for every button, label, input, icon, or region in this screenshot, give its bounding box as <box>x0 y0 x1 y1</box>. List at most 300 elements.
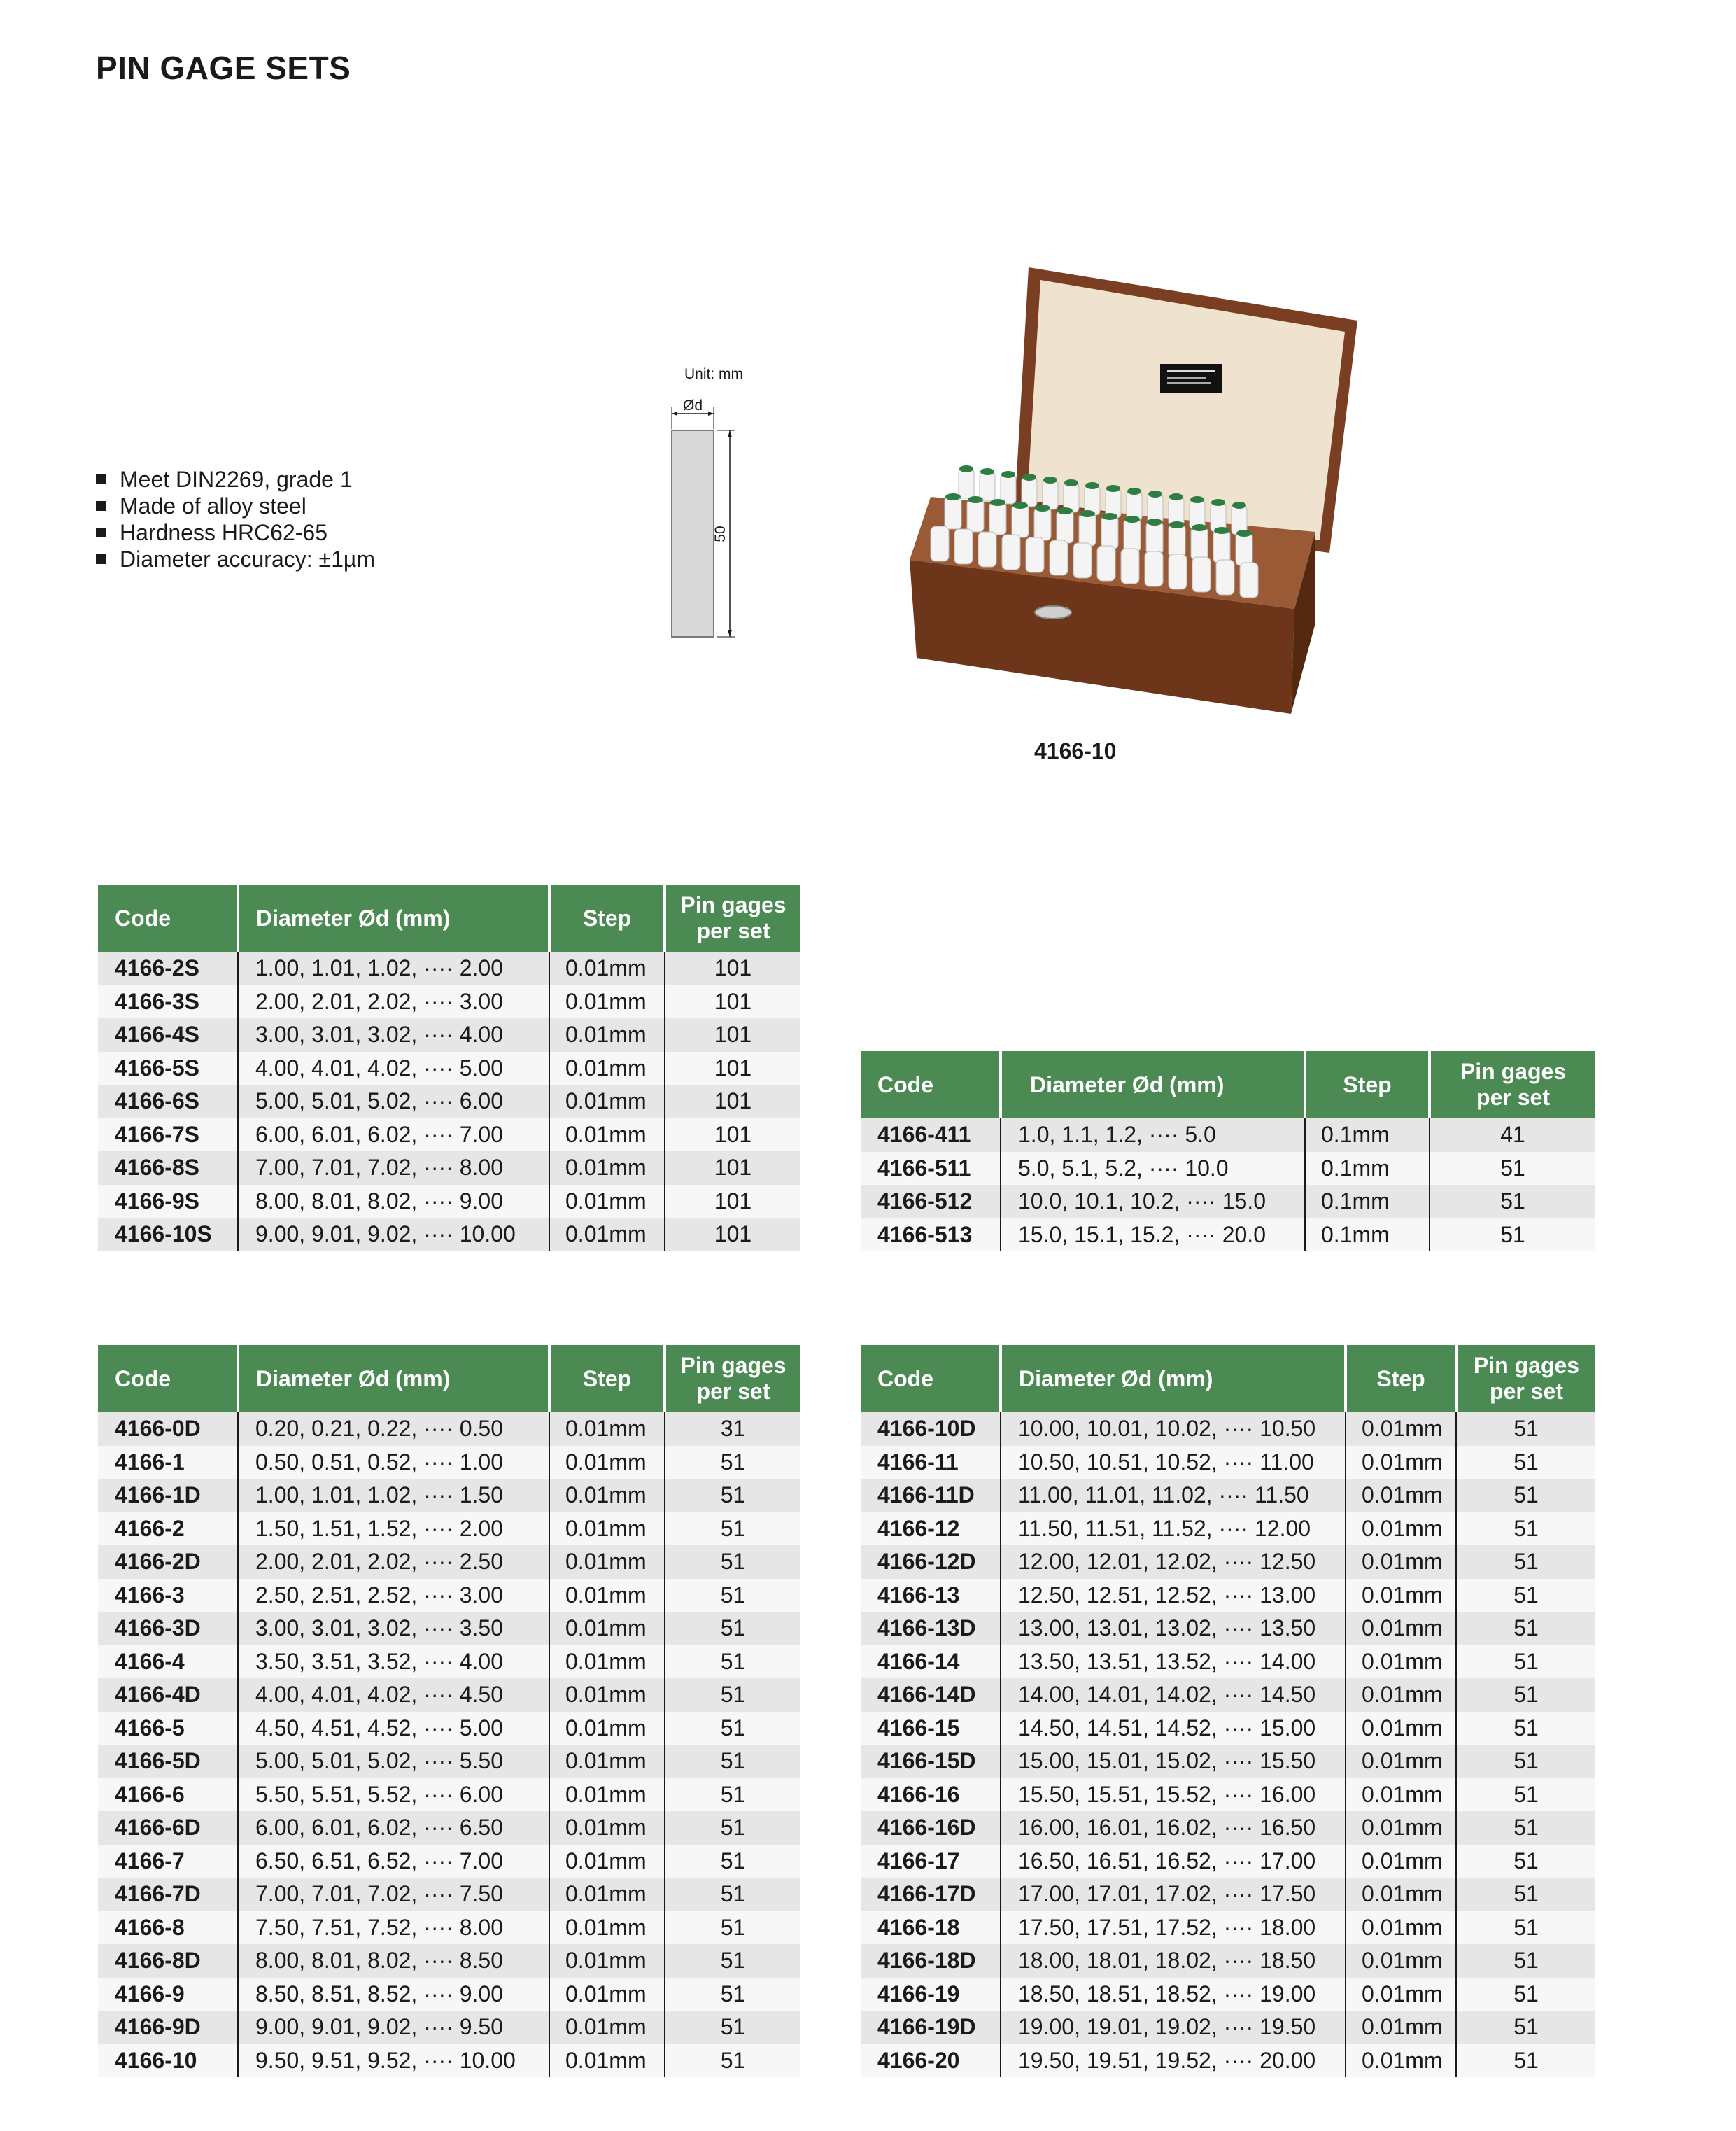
cell-pins: 51 <box>665 2044 800 2078</box>
cell-step: 0.01mm <box>549 985 665 1019</box>
cell-diameter: 16.50, 16.51, 16.52, ···· 17.00 <box>1001 1845 1346 1878</box>
table-row <box>98 952 800 985</box>
cell-pins: 51 <box>1456 1612 1595 1645</box>
cell-code: 4166-19D <box>861 2011 1001 2044</box>
cell-code: 4166-2D <box>98 1545 238 1579</box>
cell-code: 4166-3 <box>98 1579 238 1612</box>
cell-pins: 51 <box>1456 1712 1595 1745</box>
col-header-diameter: Diameter Ød (mm) <box>238 1345 549 1412</box>
cell-code: 4166-3D <box>98 1612 238 1645</box>
cell-step: 0.01mm <box>1346 1678 1456 1712</box>
cell-code: 4166-4S <box>98 1018 238 1052</box>
cell-pins: 101 <box>665 1085 800 1118</box>
bullet-square-icon <box>96 474 106 484</box>
cell-pins: 101 <box>665 1018 800 1052</box>
cell-pins: 51 <box>1456 1545 1595 1579</box>
cell-code: 4166-7S <box>98 1118 238 1152</box>
feature-item: Diameter accuracy: ±1µm <box>96 546 375 572</box>
cell-code: 4166-20 <box>861 2044 1001 2078</box>
table-row <box>861 1745 1595 1778</box>
cell-diameter: 7.50, 7.51, 7.52, ···· 8.00 <box>238 1911 549 1945</box>
cell-diameter: 1.00, 1.01, 1.02, ···· 2.00 <box>238 952 549 985</box>
cell-step: 0.01mm <box>549 1612 665 1645</box>
cell-code: 4166-8S <box>98 1151 238 1185</box>
col-header-pins: Pin gages per set <box>665 1345 800 1412</box>
cell-step: 0.01mm <box>1346 1612 1456 1645</box>
cell-diameter: 15.0, 15.1, 15.2, ···· 20.0 <box>1001 1218 1305 1252</box>
table-row <box>98 1118 800 1152</box>
table-row <box>98 1412 800 1446</box>
col-header-step: Step <box>1305 1051 1430 1118</box>
cell-diameter: 15.00, 15.01, 15.02, ···· 15.50 <box>1001 1745 1346 1778</box>
col-header-pins: Pin gages per set <box>665 885 800 952</box>
cell-pins: 51 <box>665 1978 800 2011</box>
table-row <box>98 1678 800 1712</box>
cell-code: 4166-10D <box>861 1412 1001 1446</box>
unit-label: Unit: mm <box>684 366 743 382</box>
cell-code: 4166-13 <box>861 1579 1001 1612</box>
cell-step: 0.01mm <box>549 2044 665 2078</box>
spec-table-0.1mm-step <box>861 1051 1595 1251</box>
cell-step: 0.01mm <box>549 1118 665 1152</box>
col-header-diameter: Diameter Ød (mm) <box>238 885 549 952</box>
cell-diameter: 18.50, 18.51, 18.52, ···· 19.00 <box>1001 1978 1346 2011</box>
cell-pins: 51 <box>1456 1944 1595 1978</box>
table-row <box>861 1412 1595 1446</box>
col-header-diameter: Diameter Ød (mm) <box>1001 1345 1346 1412</box>
cell-step: 0.01mm <box>549 1412 665 1446</box>
cell-code: 4166-5 <box>98 1712 238 1745</box>
cell-pins: 51 <box>665 1545 800 1579</box>
cell-pins: 101 <box>665 1185 800 1218</box>
cell-step: 0.1mm <box>1305 1218 1430 1252</box>
cell-code: 4166-6D <box>98 1811 238 1845</box>
table-row <box>98 1579 800 1612</box>
table-row <box>861 1678 1595 1712</box>
cell-pins: 51 <box>665 1745 800 1778</box>
table-row <box>861 1612 1595 1645</box>
cell-step: 0.01mm <box>549 1545 665 1579</box>
cell-pins: 41 <box>1430 1118 1595 1152</box>
cell-code: 4166-16D <box>861 1811 1001 1845</box>
cell-step: 0.01mm <box>549 1745 665 1778</box>
cell-step: 0.01mm <box>1346 1878 1456 1911</box>
table-row <box>98 1845 800 1878</box>
bullet-square-icon <box>96 528 106 537</box>
cell-pins: 51 <box>1456 1978 1595 2011</box>
feature-item: Hardness HRC62-65 <box>96 519 375 546</box>
cell-step: 0.01mm <box>1346 1944 1456 1978</box>
cell-pins: 51 <box>665 1678 800 1712</box>
cell-step: 0.01mm <box>549 1978 665 2011</box>
cell-pins: 51 <box>665 1446 800 1479</box>
cell-code: 4166-17 <box>861 1845 1001 1878</box>
table-row <box>861 2011 1595 2044</box>
cell-code: 4166-7D <box>98 1878 238 1911</box>
cell-code: 4166-15D <box>861 1745 1001 1778</box>
cell-code: 4166-17D <box>861 1878 1001 1911</box>
cell-pins: 51 <box>665 1811 800 1845</box>
cell-diameter: 2.00, 2.01, 2.02, ···· 2.50 <box>238 1545 549 1579</box>
cell-step: 0.01mm <box>1346 1446 1456 1479</box>
table-row <box>98 1018 800 1052</box>
cell-step: 0.01mm <box>1346 1811 1456 1845</box>
cell-diameter: 2.50, 2.51, 2.52, ···· 3.00 <box>238 1579 549 1612</box>
cell-pins: 51 <box>665 1579 800 1612</box>
cell-pins: 51 <box>665 1612 800 1645</box>
cell-diameter: 10.00, 10.01, 10.02, ···· 10.50 <box>1001 1412 1346 1446</box>
cell-diameter: 9.00, 9.01, 9.02, ···· 10.00 <box>238 1218 549 1251</box>
cell-step: 0.01mm <box>1346 1512 1456 1546</box>
col-header-step: Step <box>549 1345 665 1412</box>
cell-step: 0.01mm <box>549 1018 665 1052</box>
cell-diameter: 5.0, 5.1, 5.2, ···· 10.0 <box>1001 1152 1305 1186</box>
col-header-pins: Pin gages per set <box>1430 1051 1595 1118</box>
cell-step: 0.01mm <box>1346 1778 1456 1812</box>
cell-pins: 51 <box>665 1778 800 1812</box>
cell-step: 0.01mm <box>549 1811 665 1845</box>
cell-step: 0.01mm <box>549 1446 665 1479</box>
spec-table-0.20-10.00 <box>98 1345 800 2077</box>
cell-step: 0.01mm <box>549 1678 665 1712</box>
cell-step: 0.01mm <box>1346 2044 1456 2078</box>
cell-diameter: 17.50, 17.51, 17.52, ···· 18.00 <box>1001 1911 1346 1945</box>
table-row <box>861 1845 1595 1878</box>
cell-code: 4166-18D <box>861 1944 1001 1978</box>
cell-diameter: 13.00, 13.01, 13.02, ···· 13.50 <box>1001 1612 1346 1645</box>
cell-diameter: 5.00, 5.01, 5.02, ···· 5.50 <box>238 1745 549 1778</box>
cell-diameter: 1.00, 1.01, 1.02, ···· 1.50 <box>238 1479 549 1512</box>
cell-pins: 51 <box>665 2011 800 2044</box>
cell-diameter: 7.00, 7.01, 7.02, ···· 8.00 <box>238 1151 549 1185</box>
cell-step: 0.01mm <box>1346 1911 1456 1945</box>
cell-code: 4166-11 <box>861 1446 1001 1479</box>
cell-pins: 51 <box>1456 1446 1595 1479</box>
cell-diameter: 17.00, 17.01, 17.02, ···· 17.50 <box>1001 1878 1346 1911</box>
cell-diameter: 10.0, 10.1, 10.2, ···· 15.0 <box>1001 1185 1305 1218</box>
cell-code: 4166-8D <box>98 1944 238 1978</box>
table-row <box>98 1218 800 1251</box>
cell-diameter: 4.50, 4.51, 4.52, ···· 5.00 <box>238 1712 549 1745</box>
cell-step: 0.01mm <box>549 1712 665 1745</box>
cell-diameter: 8.00, 8.01, 8.02, ···· 9.00 <box>238 1185 549 1218</box>
cell-diameter: 11.50, 11.51, 11.52, ···· 12.00 <box>1001 1512 1346 1546</box>
table-row <box>98 2044 800 2078</box>
table-row <box>98 1944 800 1978</box>
col-header-step: Step <box>1346 1345 1456 1412</box>
cell-step: 0.01mm <box>549 1185 665 1218</box>
cell-step: 0.01mm <box>549 1911 665 1945</box>
cell-step: 0.01mm <box>549 1479 665 1512</box>
cell-code: 4166-7 <box>98 1845 238 1878</box>
cell-pins: 51 <box>1430 1152 1595 1186</box>
table-row <box>98 1811 800 1845</box>
cell-step: 0.01mm <box>549 1052 665 1085</box>
cell-diameter: 8.50, 8.51, 8.52, ···· 9.00 <box>238 1978 549 2011</box>
spec-table-s-series <box>98 885 800 1251</box>
table-row <box>861 1545 1595 1579</box>
cell-step: 0.01mm <box>1346 1579 1456 1612</box>
cell-step: 0.01mm <box>549 1878 665 1911</box>
cell-step: 0.01mm <box>1346 1845 1456 1878</box>
table-row <box>861 1944 1595 1978</box>
cell-pins: 101 <box>665 1151 800 1185</box>
cell-diameter: 12.00, 12.01, 12.02, ···· 12.50 <box>1001 1545 1346 1579</box>
cell-step: 0.1mm <box>1305 1152 1430 1186</box>
table-row <box>98 1911 800 1945</box>
cell-pins: 51 <box>1456 1512 1595 1546</box>
cell-diameter: 5.50, 5.51, 5.52, ···· 6.00 <box>238 1778 549 1812</box>
cell-pins: 51 <box>665 1712 800 1745</box>
cell-pins: 51 <box>665 1911 800 1945</box>
cell-diameter: 11.00, 11.01, 11.02, ···· 11.50 <box>1001 1479 1346 1512</box>
cell-diameter: 7.00, 7.01, 7.02, ···· 7.50 <box>238 1878 549 1911</box>
table-row <box>861 1811 1595 1845</box>
cell-pins: 51 <box>1456 1745 1595 1778</box>
cell-code: 4166-511 <box>861 1152 1001 1186</box>
table-row <box>98 1085 800 1118</box>
table-row <box>861 1645 1595 1679</box>
cell-pins: 51 <box>1456 1811 1595 1845</box>
cell-code: 4166-3S <box>98 985 238 1019</box>
cell-step: 0.01mm <box>549 1579 665 1612</box>
cell-code: 4166-8 <box>98 1911 238 1945</box>
cell-step: 0.01mm <box>549 1218 665 1251</box>
table-row <box>861 1978 1595 2011</box>
feature-list <box>96 466 375 572</box>
cell-code: 4166-11D <box>861 1479 1001 1512</box>
cell-step: 0.01mm <box>1346 1645 1456 1679</box>
cell-pins: 51 <box>1456 1911 1595 1945</box>
col-header-code: Code <box>861 1345 1001 1412</box>
table-row <box>861 1878 1595 1911</box>
page-title: PIN GAGE SETS <box>96 50 351 86</box>
table-row <box>861 1479 1595 1512</box>
cell-code: 4166-1D <box>98 1479 238 1512</box>
col-header-code: Code <box>861 1051 1001 1118</box>
feature-item: Made of alloy steel <box>96 493 375 519</box>
bullet-square-icon <box>96 554 106 564</box>
cell-pins: 51 <box>665 1645 800 1679</box>
cell-diameter: 14.00, 14.01, 14.02, ···· 14.50 <box>1001 1678 1346 1712</box>
table-row <box>98 1778 800 1812</box>
table-row <box>98 2011 800 2044</box>
cell-diameter: 9.50, 9.51, 9.52, ···· 10.00 <box>238 2044 549 2078</box>
cell-step: 0.01mm <box>549 1645 665 1679</box>
cell-pins: 101 <box>665 1118 800 1152</box>
cell-step: 0.01mm <box>549 1778 665 1812</box>
cell-pins: 51 <box>1456 1645 1595 1679</box>
spec-table-10.00-20.00 <box>861 1345 1595 2077</box>
cell-diameter: 19.00, 19.01, 19.02, ···· 19.50 <box>1001 2011 1346 2044</box>
col-header-step: Step <box>549 885 665 952</box>
cell-step: 0.01mm <box>549 1512 665 1546</box>
cell-diameter: 6.00, 6.01, 6.02, ···· 6.50 <box>238 1811 549 1845</box>
table-row <box>98 985 800 1019</box>
cell-pins: 51 <box>665 1512 800 1546</box>
cell-pins: 51 <box>665 1944 800 1978</box>
cell-pins: 51 <box>1456 1778 1595 1812</box>
length-label: 50 <box>712 526 728 542</box>
table-row <box>98 1446 800 1479</box>
cell-code: 4166-0D <box>98 1412 238 1446</box>
table-row <box>861 1218 1595 1252</box>
bullet-square-icon <box>96 501 106 511</box>
cell-code: 4166-9D <box>98 2011 238 2044</box>
cell-step: 0.01mm <box>549 2011 665 2044</box>
cell-code: 4166-12D <box>861 1545 1001 1579</box>
table-row <box>861 1446 1595 1479</box>
cell-diameter: 1.50, 1.51, 1.52, ···· 2.00 <box>238 1512 549 1546</box>
cell-pins: 51 <box>1456 1678 1595 1712</box>
cell-diameter: 16.00, 16.01, 16.02, ···· 16.50 <box>1001 1811 1346 1845</box>
table-row <box>861 1778 1595 1812</box>
diameter-label: Ød <box>682 398 703 414</box>
cell-code: 4166-15 <box>861 1712 1001 1745</box>
cell-code: 4166-2 <box>98 1512 238 1546</box>
cell-step: 0.01mm <box>1346 1712 1456 1745</box>
cell-pins: 51 <box>1456 2044 1595 2078</box>
cell-code: 4166-411 <box>861 1118 1001 1152</box>
col-header-code: Code <box>98 1345 238 1412</box>
cell-code: 4166-6S <box>98 1085 238 1118</box>
cell-code: 4166-9 <box>98 1978 238 2011</box>
cell-step: 0.01mm <box>1346 2011 1456 2044</box>
cell-code: 4166-6 <box>98 1778 238 1812</box>
cell-diameter: 0.50, 0.51, 0.52, ···· 1.00 <box>238 1446 549 1479</box>
cell-pins: 51 <box>1456 1878 1595 1911</box>
cell-step: 0.01mm <box>1346 1745 1456 1778</box>
cell-pins: 101 <box>665 985 800 1019</box>
cell-diameter: 10.50, 10.51, 10.52, ···· 11.00 <box>1001 1446 1346 1479</box>
cell-step: 0.01mm <box>549 1085 665 1118</box>
cell-step: 0.1mm <box>1305 1118 1430 1152</box>
cell-diameter: 3.00, 3.01, 3.02, ···· 3.50 <box>238 1612 549 1645</box>
cell-diameter: 18.00, 18.01, 18.02, ···· 18.50 <box>1001 1944 1346 1978</box>
cell-code: 4166-513 <box>861 1218 1001 1252</box>
cell-pins: 31 <box>665 1412 800 1446</box>
cell-code: 4166-10 <box>98 2044 238 2078</box>
cell-step: 0.1mm <box>1305 1185 1430 1218</box>
cell-diameter: 6.00, 6.01, 6.02, ···· 7.00 <box>238 1118 549 1152</box>
col-header-code: Code <box>98 885 238 952</box>
table-row <box>861 1911 1595 1945</box>
cell-pins: 51 <box>1430 1185 1595 1218</box>
table-row <box>98 1512 800 1546</box>
table-row <box>861 1152 1595 1186</box>
cell-code: 4166-14 <box>861 1645 1001 1679</box>
cell-step: 0.01mm <box>1346 1479 1456 1512</box>
cell-diameter: 4.00, 4.01, 4.02, ···· 4.50 <box>238 1678 549 1712</box>
cell-pins: 51 <box>1456 1579 1595 1612</box>
col-header-pins: Pin gages per set <box>1456 1345 1595 1412</box>
table-row <box>98 1745 800 1778</box>
pin-dimension-diagram <box>658 360 756 654</box>
col-header-diameter: Diameter Ød (mm) <box>1001 1051 1305 1118</box>
cell-step: 0.01mm <box>549 1845 665 1878</box>
table-row <box>98 1612 800 1645</box>
cell-step: 0.01mm <box>549 1151 665 1185</box>
cell-diameter: 12.50, 12.51, 12.52, ···· 13.00 <box>1001 1579 1346 1612</box>
case-latch <box>1035 606 1071 619</box>
table-row <box>861 1579 1595 1612</box>
cell-pins: 101 <box>665 1218 800 1251</box>
cell-pins: 51 <box>1456 1845 1595 1878</box>
cell-code: 4166-14D <box>861 1678 1001 1712</box>
table-row <box>98 1545 800 1579</box>
table-row <box>98 1151 800 1185</box>
cell-code: 4166-12 <box>861 1512 1001 1546</box>
cell-step: 0.01mm <box>1346 1412 1456 1446</box>
cell-code: 4166-2S <box>98 952 238 985</box>
cell-code: 4166-9S <box>98 1185 238 1218</box>
cell-pins: 51 <box>1430 1218 1595 1252</box>
cell-diameter: 9.00, 9.01, 9.02, ···· 9.50 <box>238 2011 549 2044</box>
cell-diameter: 19.50, 19.51, 19.52, ···· 20.00 <box>1001 2044 1346 2078</box>
product-photo <box>903 259 1371 742</box>
product-code-caption: 4166-10 <box>1034 738 1117 764</box>
cell-pins: 51 <box>665 1479 800 1512</box>
cell-diameter: 3.00, 3.01, 3.02, ···· 4.00 <box>238 1018 549 1052</box>
table-row <box>861 1512 1595 1546</box>
cell-pins: 51 <box>665 1845 800 1878</box>
cell-diameter: 14.50, 14.51, 14.52, ···· 15.00 <box>1001 1712 1346 1745</box>
table-row <box>861 1185 1595 1218</box>
cell-code: 4166-13D <box>861 1612 1001 1645</box>
feature-item: Meet DIN2269, grade 1 <box>96 466 375 493</box>
cell-diameter: 4.00, 4.01, 4.02, ···· 5.00 <box>238 1052 549 1085</box>
table-row <box>98 1712 800 1745</box>
table-row <box>98 1479 800 1512</box>
cell-pins: 51 <box>1456 1479 1595 1512</box>
cell-diameter: 5.00, 5.01, 5.02, ···· 6.00 <box>238 1085 549 1118</box>
cell-code: 4166-512 <box>861 1185 1001 1218</box>
cell-diameter: 15.50, 15.51, 15.52, ···· 16.00 <box>1001 1778 1346 1812</box>
cell-diameter: 2.00, 2.01, 2.02, ···· 3.00 <box>238 985 549 1019</box>
table-row <box>861 1712 1595 1745</box>
cell-code: 4166-10S <box>98 1218 238 1251</box>
table-row <box>98 1645 800 1679</box>
table-row <box>98 1185 800 1218</box>
cell-step: 0.01mm <box>549 952 665 985</box>
cell-code: 4166-5D <box>98 1745 238 1778</box>
table-row <box>861 2044 1595 2078</box>
cell-diameter: 1.0, 1.1, 1.2, ···· 5.0 <box>1001 1118 1305 1152</box>
cell-diameter: 3.50, 3.51, 3.52, ···· 4.00 <box>238 1645 549 1679</box>
cell-pins: 51 <box>665 1878 800 1911</box>
cell-pins: 101 <box>665 952 800 985</box>
cell-pins: 101 <box>665 1052 800 1085</box>
cell-code: 4166-18 <box>861 1911 1001 1945</box>
cell-code: 4166-4D <box>98 1678 238 1712</box>
cell-step: 0.01mm <box>549 1944 665 1978</box>
table-row <box>98 1052 800 1085</box>
cell-pins: 51 <box>1456 2011 1595 2044</box>
cell-code: 4166-5S <box>98 1052 238 1085</box>
cell-step: 0.01mm <box>1346 1545 1456 1579</box>
table-row <box>98 1978 800 2011</box>
cell-code: 4166-19 <box>861 1978 1001 2011</box>
cell-step: 0.01mm <box>1346 1978 1456 2011</box>
pin-body <box>672 430 714 637</box>
table-row <box>861 1118 1595 1152</box>
cell-code: 4166-1 <box>98 1446 238 1479</box>
table-row <box>98 1878 800 1911</box>
cell-code: 4166-4 <box>98 1645 238 1679</box>
cell-code: 4166-16 <box>861 1778 1001 1812</box>
cell-pins: 51 <box>1456 1412 1595 1446</box>
cell-diameter: 0.20, 0.21, 0.22, ···· 0.50 <box>238 1412 549 1446</box>
